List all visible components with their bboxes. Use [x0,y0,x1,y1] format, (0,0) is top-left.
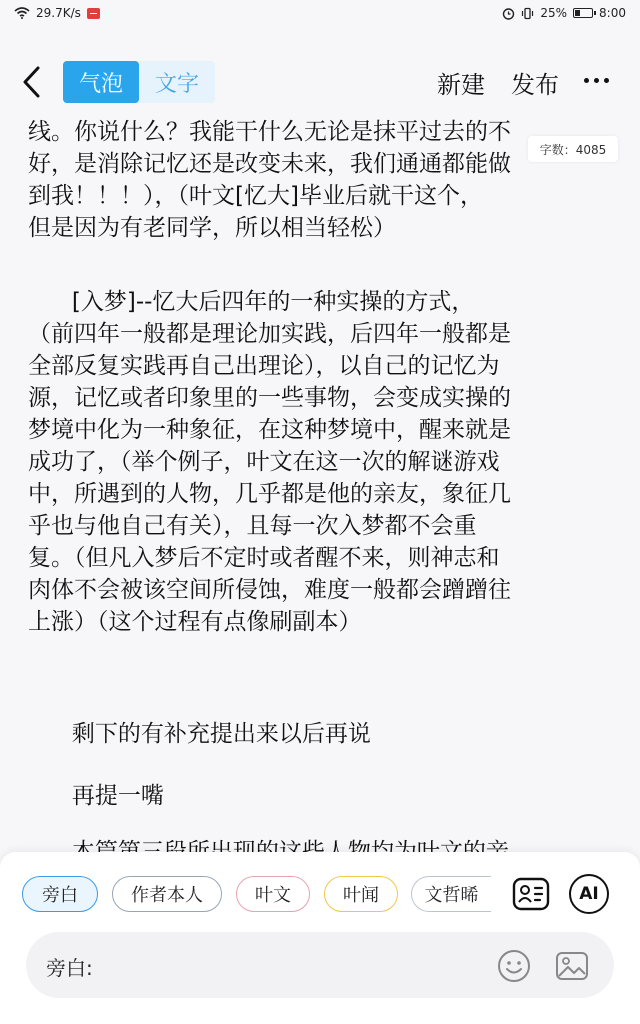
publish-button[interactable]: 发布 [511,71,559,99]
battery-icon [573,8,593,18]
image-icon[interactable] [554,948,590,984]
character-chip-label: 旁白 [42,885,78,906]
battery-percent: 25% [540,6,568,20]
emoji-icon[interactable] [496,948,532,984]
character-chip-yewen2[interactable] [324,876,398,912]
character-chip-label: 作者本人 [131,885,203,906]
speaker-label: 旁白: [46,956,93,980]
tab-bubble[interactable]: 气泡 [63,61,139,103]
editor-header [0,50,640,114]
paragraph-3: 剩下的有补充提出来以后再说 [28,721,371,747]
character-chip-label: 叶闻 [343,885,379,906]
character-chip-yewen[interactable] [236,876,310,912]
back-arrow-icon[interactable] [18,64,48,100]
network-speed: 29.7K/s [36,6,81,20]
character-chip-label: 文哲晞 [424,885,479,906]
status-bar [0,0,640,26]
vibrate-icon [521,7,534,20]
ai-icon[interactable] [569,874,609,914]
character-chip-author[interactable] [112,876,222,912]
dialogue-input[interactable] [26,932,614,998]
notification-icon [87,8,100,19]
tab-text[interactable]: 文字 [154,71,199,97]
story-content[interactable] [0,116,640,850]
wifi-icon [14,7,30,19]
paragraph-2: [入梦]--忆大后四年的一种实操的方式， （前四年一般都是理论加实践，后四年一般都是 全部反复实践再自己出理论），以自己的记忆为 源，记忆或者印象里的一些事物，会变成实操的 梦境中化为一种象征，在这种梦境中，醒来就是 成功了，（举个例子，叶文在这一次的解谜游戏 中，所遇到的人物，几乎都是他的亲友，象征几 乎也与他自己有关），且每一次入梦都不会重 复。（但凡入梦后不定时或者醒不来，则神志和 肉体不会被该空间所侵蚀，难度一般都会蹭蹭往 上涨）（这个过程有点像刷副本） [28,289,511,635]
alarm-icon [502,7,515,20]
character-chip-narrator[interactable] [22,876,98,912]
clock: 8:00 [599,6,626,20]
ai-icon-label: AI [579,884,599,904]
new-button[interactable]: 新建 [437,71,485,99]
mode-toggle [63,61,215,103]
paragraph-4: 再提一嘴 [28,783,164,809]
character-chip-label: 叶文 [255,885,291,906]
more-options-icon[interactable] [584,78,609,83]
paragraph-1: 线。你说什么？我能干什么无论是抹平过去的不 好，是消除记忆还是改变未来，我们通通都能做 到我！！！），（叶文[忆大]毕业后就干这个， 但是因为有老同学，所以相当轻松） [28,119,511,241]
id-card-icon[interactable] [511,874,551,914]
character-chip-wenzhexi[interactable] [411,876,491,912]
compose-panel [0,852,640,1024]
word-count-badge: 字数：4085 [528,136,618,162]
